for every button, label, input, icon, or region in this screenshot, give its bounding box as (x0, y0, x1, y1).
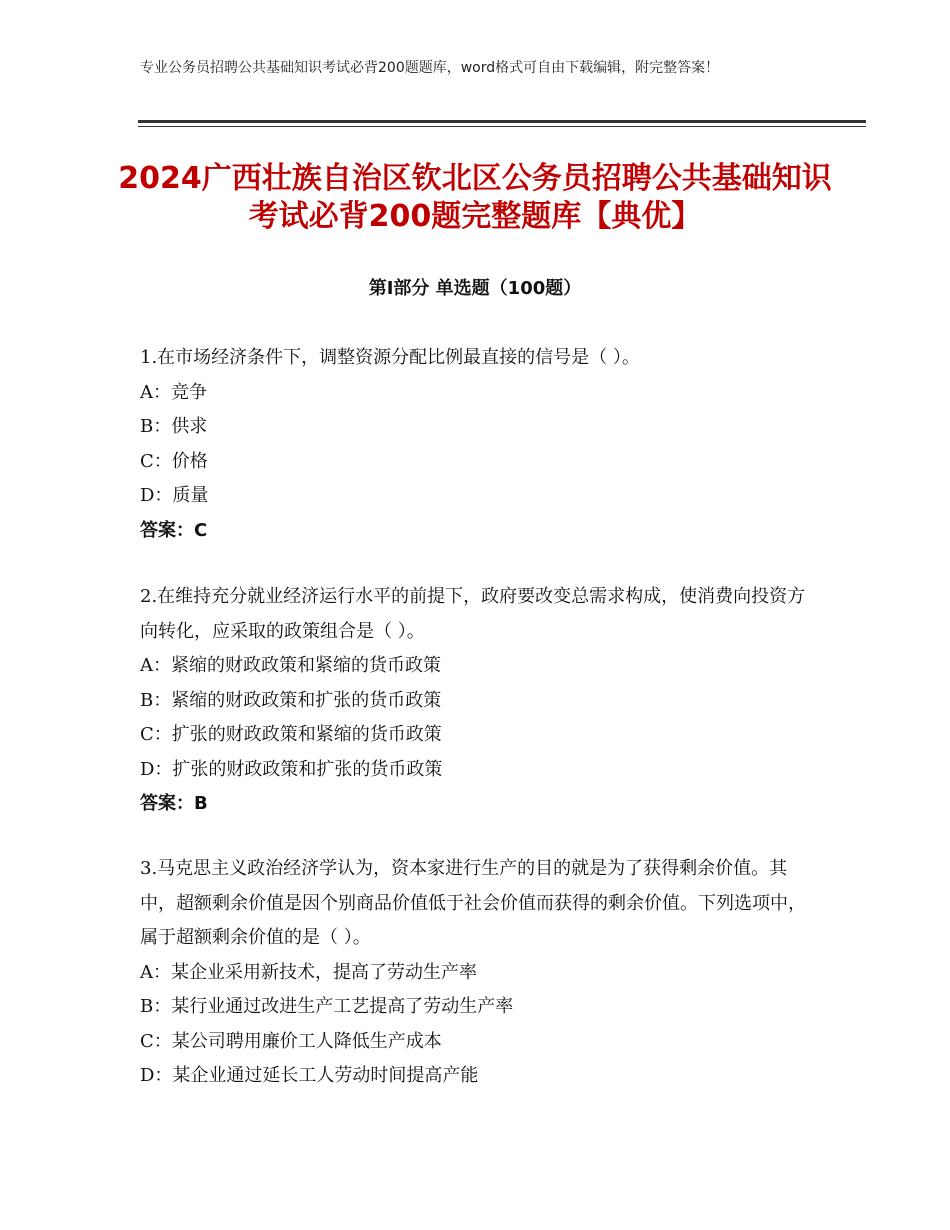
question-stem: 2.在维持充分就业经济运行水平的前提下，政府要改变总需求构成，使消费向投资方向转化，应采取的政策组合是（ ）。 (140, 586, 806, 642)
section-title: 第Ⅰ部分 单选题（100题） (368, 278, 582, 299)
question-1 (140, 341, 820, 548)
option-a: A：竞争 (140, 381, 207, 403)
option-d: D：某企业通过延长工人劳动时间提高产能 (140, 1065, 479, 1086)
option-b: B：某行业通过改进生产工艺提高了劳动生产率 (140, 996, 514, 1017)
question-stem: 1.在市场经济条件下，调整资源分配比例最直接的信号是（ ）。 (140, 347, 640, 368)
option-b: B：紧缩的财政政策和扩张的货币政策 (140, 689, 442, 711)
option-d: D：质量 (140, 485, 209, 506)
option-b: B：供求 (140, 416, 208, 437)
option-c: C：某公司聘用廉价工人降低生产成本 (140, 1030, 442, 1052)
answer: 答案：C (140, 519, 208, 541)
answer: 答案：B (140, 793, 208, 814)
option-c: C：扩张的财政政策和紧缩的货币政策 (140, 724, 442, 745)
header-rule-thick (138, 120, 866, 123)
question-2 (140, 580, 820, 822)
option-c: C：价格 (140, 450, 208, 472)
question-3 (140, 852, 820, 1094)
header-note: 专业公务员招聘公共基础知识考试必背200题题库，word格式可自由下载编辑，附完整答案！ (140, 60, 720, 76)
question-stem: 3.马克思主义政治经济学认为，资本家进行生产的目的就是为了获得剩余价值。其中，超额剩余价值是因个别商品价值低于社会价值而获得的剩余价值。下列选项中，属于超额剩余价值的是（ ）。 (140, 858, 806, 948)
header-rule-thin (138, 126, 866, 127)
option-a: A：某企业采用新技术，提高了劳动生产率 (140, 961, 477, 983)
option-a: A：紧缩的财政政策和紧缩的货币政策 (140, 655, 441, 676)
document-title: 2024广西壮族自治区钦北区公务员招聘公共基础知识考试必背200题完整题库【典优】 (118, 161, 832, 234)
option-d: D：扩张的财政政策和扩张的货币政策 (140, 758, 443, 780)
